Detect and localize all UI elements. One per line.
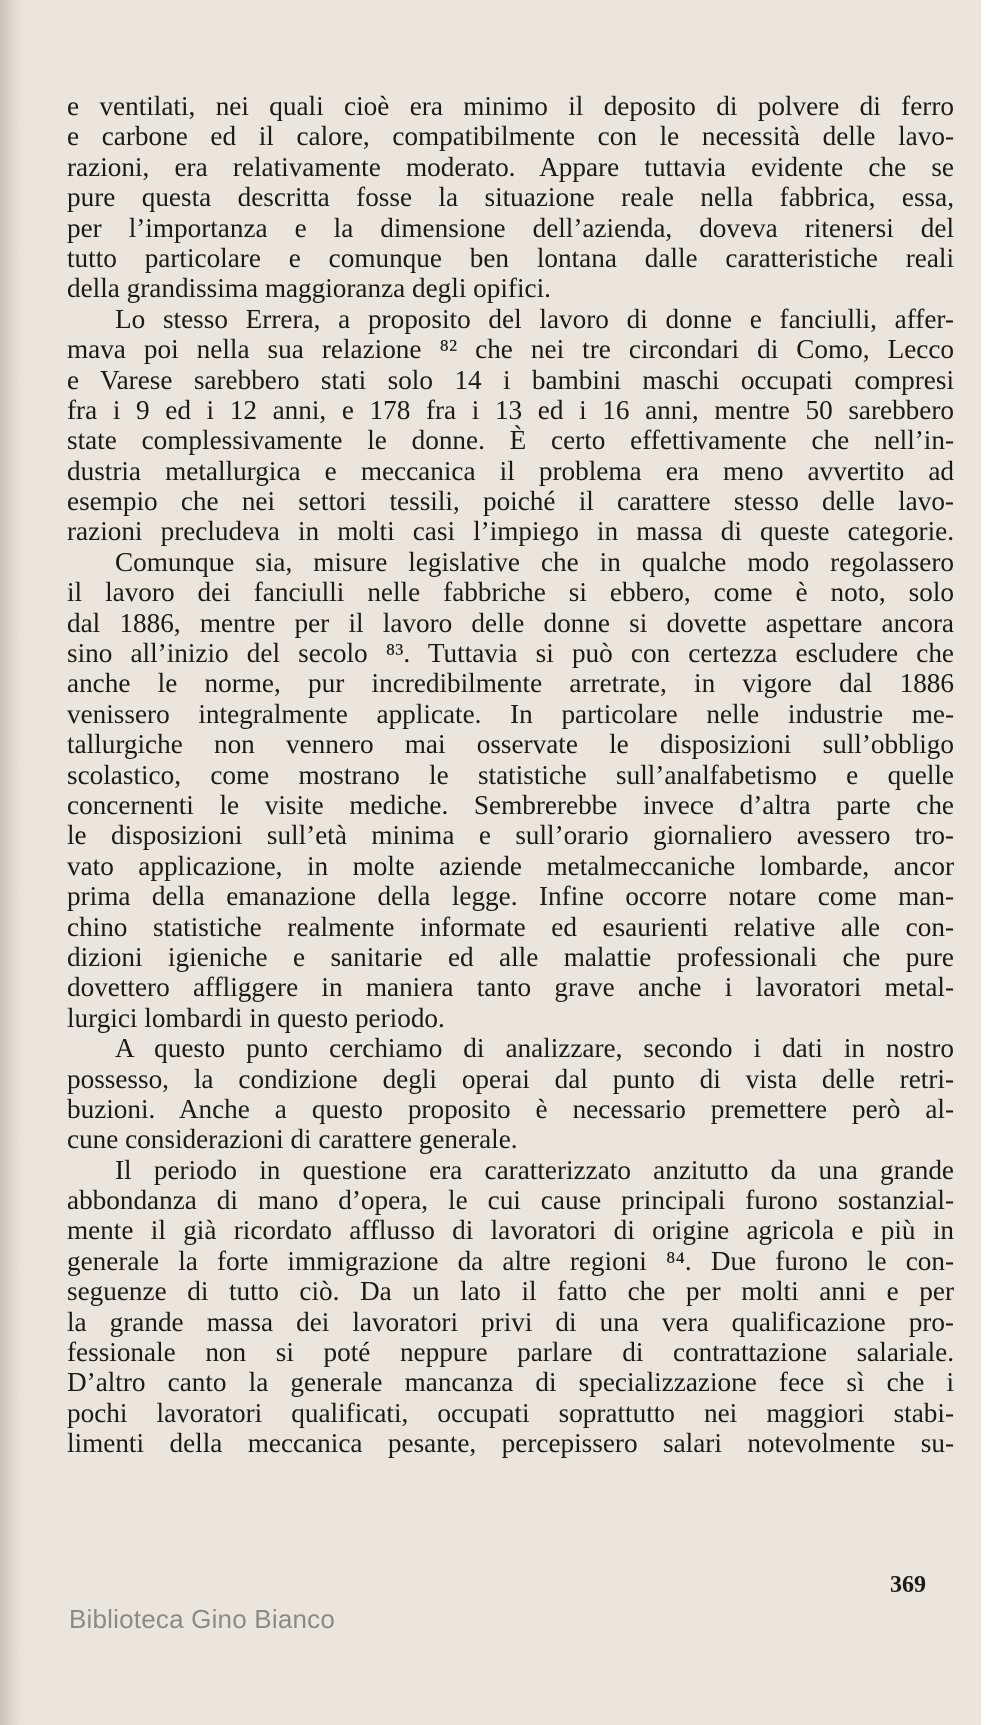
text-line: tutto particolare e comunque ben lontana dalle caratteristiche reali [67,242,954,273]
text-line: dustria metallurgica e meccanica il problema era meno avvertito ad [67,455,954,486]
text-line: vato applicazione, in molte aziende metalmeccaniche lombarde, ancor [67,850,954,881]
text-line: sino all’inizio del secolo ⁸³. Tuttavia si può con certezza escludere che [67,638,954,669]
text-line: tallurgiche non vennero mai osservate le disposizioni sull’obbligo [67,729,954,760]
text-line: mente il già ricordato afflusso di lavoratori di origine agricola e più in [67,1215,954,1246]
text-line: abbondanza di mano d’opera, le cui cause principali furono sostanzial- [67,1185,954,1216]
text-line: Comunque sia, misure legislative che in qualche modo regolassero [115,546,954,577]
text-line: chino statistiche realmente informate ed esaurienti relative alle con- [67,911,954,942]
text-line: scolastico, come mostrano le statistiche sull’analfabetismo e quelle [67,759,954,790]
text-line: possesso, la condizione degli operai dal punto di vista delle retri- [67,1063,954,1094]
text-line: generale la forte immigrazione da altre regioni ⁸⁴. Due furono le con- [67,1245,954,1276]
text-line: pochi lavoratori qualificati, occupati soprattutto nei maggiori stabi- [67,1397,954,1428]
text-line: dal 1886, mentre per il lavoro delle donne si dovette aspettare ancora [67,607,954,638]
text-line: fra i 9 ed i 12 anni, e 178 fra i 13 ed i 16 anni, mentre 50 sarebbero [67,394,954,425]
text-line: la grande massa dei lavoratori privi di una vera qualificazione pro- [67,1306,954,1337]
text-line: dovettero affliggere in maniera tanto grave anche i lavoratori metal- [67,972,954,1003]
text-line: della grandissima maggioranza degli opifici. [67,273,551,304]
text-line: state complessivamente le donne. È certo effettivamente che nell’in- [67,425,954,456]
text-line: pure questa descritta fosse la situazione reale nella fabbrica, essa, [67,182,954,213]
text-line: fessionale non si poté neppure parlare di contrattazione salariale. [67,1337,954,1368]
text-line: cune considerazioni di carattere generale. [67,1124,518,1155]
text-line: prima della emanazione della legge. Infine occorre notare come man- [67,881,954,912]
text-line: A questo punto cerchiamo di analizzare, secondo i dati in nostro [115,1033,954,1064]
text-line: concernenti le visite mediche. Sembrerebbe invece d’altra parte che [67,789,954,820]
text-line: il lavoro dei fanciulli nelle fabbriche si ebbero, come è noto, solo [67,577,954,608]
page-number: 369 [890,1572,926,1598]
text-line: dizioni igieniche e sanitarie ed alle malattie professionali che pure [67,941,954,972]
text-line: razioni, era relativamente moderato. Appare tuttavia evidente che se [67,151,954,182]
text-line: venissero integralmente applicate. In particolare nelle industrie me- [67,698,954,729]
text-line: e ventilati, nei quali cioè era minimo il deposito di polvere di ferro [67,91,954,121]
library-watermark: Biblioteca Gino Bianco [69,1604,335,1634]
text-line: e Varese sarebbero stati solo 14 i bambini maschi occupati compresi [67,364,954,395]
text-line: lurgici lombardi in questo periodo. [67,1002,445,1033]
page-edge [981,0,997,1725]
text-line: seguenze di tutto ciò. Da un lato il fatto che per molti anni e per [67,1276,954,1307]
text-line: esempio che nei settori tessili, poiché il carattere stesso delle lavo- [67,486,954,517]
body-text [67,91,954,1459]
text-line: limenti della meccanica pesante, percepissero salari notevolmente su- [67,1428,954,1459]
page-gutter-shadow [0,0,22,1725]
text-line: razioni precludeva in molti casi l’impiego in massa di queste categorie. [67,516,954,547]
text-line: e carbone ed il calore, compatibilmente con le necessità delle lavo- [67,121,954,152]
text-line: per l’importanza e la dimensione dell’azienda, doveva ritenersi del [67,212,954,243]
text-line: Lo stesso Errera, a proposito del lavoro di donne e fanciulli, affer- [115,303,954,334]
text-line: le disposizioni sull’età minima e sull’orario giornaliero avessero tro- [67,820,954,851]
text-line: anche le norme, pur incredibilmente arretrate, in vigore dal 1886 [67,668,954,699]
text-line: mava poi nella sua relazione ⁸² che nei tre circondari di Como, Lecco [67,334,954,365]
text-line: buzioni. Anche a questo proposito è necessario premettere però al- [67,1093,954,1124]
text-line: Il periodo in questione era caratterizzato anzitutto da una grande [115,1154,954,1185]
text-line: D’altro canto la generale mancanza di specializzazione fece sì che i [67,1367,954,1398]
